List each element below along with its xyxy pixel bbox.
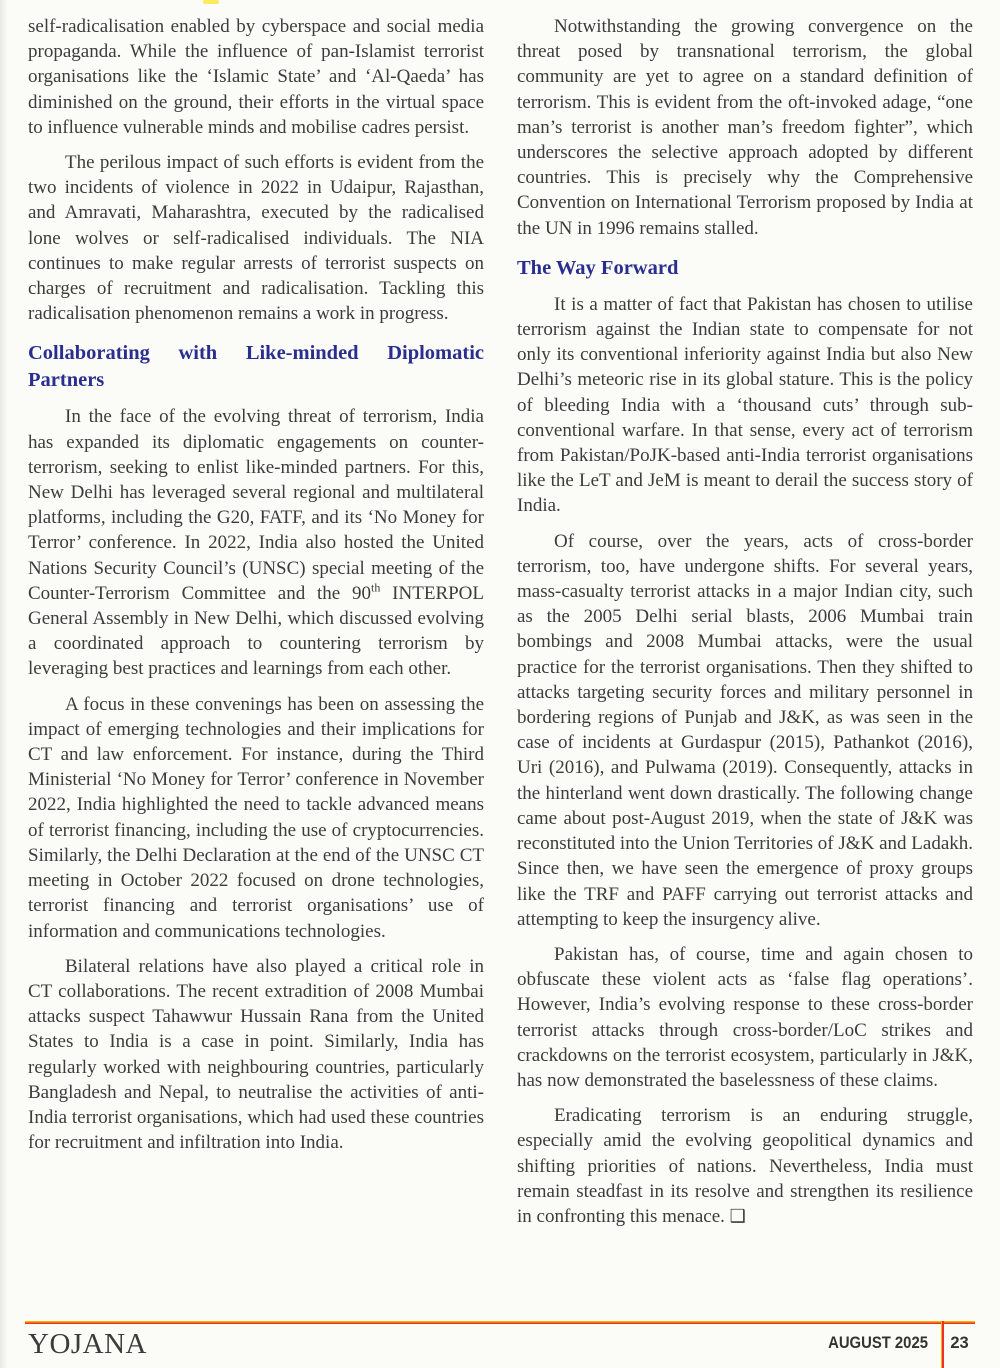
text-column-left <box>28 14 484 1239</box>
end-of-article-mark: ❑ <box>729 1205 746 1226</box>
section-heading-way-forward: The Way Forward <box>517 256 679 279</box>
paragraph: A focus in these convenings has been on assessing the impact of emerging technologies and their implications for CT and law enforcement. For instance, during the Third Ministerial ‘No Money for Terror’ conference in November 2022, India highlighted the need to tackle advanced means of terrorist financing, including the use of cryptocurrencies. Similarly, the Delhi Declaration at the end of the UNSC CT meeting in October 2022 focused on drone technologies, terrorist financing and terrorist organisations’ use of information and communications technologies. <box>28 693 484 942</box>
paragraph-text: Eradicating terrorism is an enduring struggle, especially amid the evolving geopolitical dynamics and shifting priorities of nations. Nevertheless, India must remain steadfast in its resolve and strengthen its resilience in confronting this menace. <box>517 1105 973 1227</box>
paragraph <box>28 404 484 681</box>
paragraph-text: INTERPOL General Assembly in New Delhi, which discussed evolving a coordinated approach to countering terrorism by leveraging best practices and learnings from each other. <box>28 582 485 680</box>
scan-edge-shadow <box>0 0 8 1368</box>
ordinal-superscript: th <box>371 580 381 595</box>
paragraph: The perilous impact of such efforts is evident from the two incidents of violence in 2022 in Udaipur, Rajasthan, and Amravati, Maharashtra, executed by the radicalised lone wolves or self-radicalised individuals. The NIA continues to make regular arrests of terrorist suspects on charges of recruitment and radicalisation. Tackling this radicalisation phenomenon remains a work in progress. <box>28 152 484 325</box>
paragraph: Notwithstanding the growing convergence on the threat posed by transnational terrorism, the global community are yet to agree on a standard definition of terrorism. This is evident from the oft-invoked adage, “one man’s terrorist is another man’s freedom fighter”, which underscores the selective approach adopted by different countries. This is precisely why the Comprehensive Convention on International Terrorism proposed by India at the UN in 1996 remains stalled. <box>517 16 973 239</box>
issue-date: AUGUST 2025 <box>828 1334 928 1352</box>
scan-artifact <box>203 0 219 4</box>
paragraph: Of course, over the years, acts of cross-border terrorism, too, have undergone shifts. For several years, mass-casualty terrorist attacks in a major Indian city, such as the 2005 Delhi serial blasts, 2006 Mumbai train bombings and 2008 Mumbai attacks, were the usual practice for the terrorist organisations. Then they shifted to attacks targeting security forces and military personnel in bordering regions of Punjab and J&K, as was seen in the case of incidents at Gurdaspur (2015), Pathankot (2016), Uri (2016), and Pulwama (2019). Consequently, attacks in the hinterland went down drastically. The following change came about post-August 2019, when the state of J&K was reconstituted into the Union Territories of J&K and Ladakh. Since then, we have seen the emergence of proxy groups like the TRF and PAFF carrying out terrorist attacks and attempting to keep the insurgency alive. <box>517 530 973 930</box>
article-body <box>28 14 973 1239</box>
footer-rule <box>25 1321 975 1324</box>
magazine-title: YOJANA <box>28 1328 147 1360</box>
page-number: 23 <box>950 1334 969 1352</box>
paragraph-text: In the face of the evolving threat of terrorism, India has expanded its diplomatic engagements on counter-terrorism, seeking to enlist like-minded partners. For this, New Delhi has leveraged several regional and multilateral platforms, including the G20, FATF, and its ‘No Money for Terror’ conference. In 2022, India also hosted the United Nations Security Council’s (UNSC) special meeting of the Counter-Terrorism Committee and the 90 <box>28 406 484 604</box>
text-column-right <box>517 14 973 1239</box>
paragraph: Pakistan has, of course, time and again chosen to obfuscate these violent acts as ‘false flag operations’. However, India’s evolving response to these cross-border terrorist attacks through cross-border/LoC strikes and crackdowns on the terrorist ecosystem, particularly in J&K, has now demonstrated the baselessness of these claims. <box>517 943 973 1091</box>
paragraph <box>517 1103 973 1229</box>
paragraph: Bilateral relations have also played a critical role in CT collaborations. The recent extradition of 2008 Mumbai attacks suspect Tahawwur Hussain Rana from the United States to India is a case in point. Similarly, India has regularly worked with neighbouring countries, particularly Bangladesh and Nepal, to neutralise the activities of anti-India terrorist organisations, which had used these countries for recruitment and infiltration into India. <box>28 955 484 1154</box>
section-heading-collaborating: Collaborating with Like-minded Diplomatic Partners <box>28 342 484 392</box>
paragraph: self-radicalisation enabled by cyberspace and social media propaganda. While the influence of pan-Islamist terrorist organisations like the ‘Islamic State’ and ‘Al-Qaeda’ has diminished on the ground, their efforts in the virtual space to influence vulnerable minds and mobilise cadres persist. <box>28 16 484 138</box>
paragraph: It is a matter of fact that Pakistan has chosen to utilise terrorism against the Indian state to compensate for not only its conventional inferiority against India but also New Delhi’s meteoric rise in its global stature. This is the policy of bleeding India with a ‘thousand cuts’ through sub-conventional warfare. In that sense, every act of terrorism from Pakistan/PoJK-based anti-India terrorist organisations like the LeT and JeM is meant to derail the success story of India. <box>517 293 973 517</box>
